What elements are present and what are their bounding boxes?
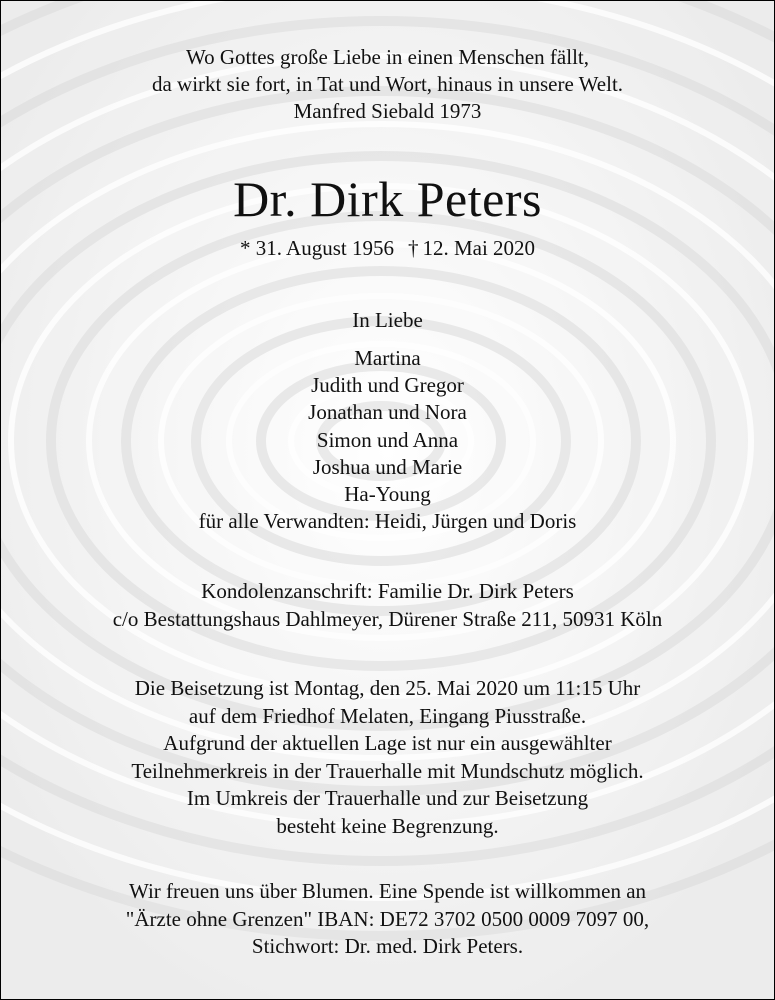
funeral-line: auf dem Friedhof Melaten, Eingang Piusstraße. [188,703,587,728]
condolence-address [1,578,774,633]
mourners-list [1,345,774,535]
condolence-line: Kondolenzanschrift: Familie Dr. Dirk Peters [201,579,574,603]
donation-line: Stichwort: Dr. med. Dirk Peters. [251,934,524,958]
donation-notice [1,878,774,961]
condolence-line: c/o Bestattungshaus Dahlmeyer, Dürener Straße 211, 50931 Köln [112,606,663,631]
mourners-intro: In Liebe [352,308,423,332]
funeral-line: Die Beisetzung ist Montag, den 25. Mai 2020 um 11:15 Uhr [134,676,641,700]
donation-line: Wir freuen uns über Blumen. Eine Spende ist willkommen an [128,879,647,903]
obituary-text [1,1,774,999]
death-date: 12. Mai 2020 [422,236,536,260]
donation-line: "Ärzte ohne Grenzen" IBAN: DE72 3702 0500 0009 7097 00, [125,906,650,931]
funeral-notice [1,675,774,840]
life-dates [1,234,774,262]
mourner-name: Judith und Gregor [311,373,464,398]
quote-line: da wirkt sie fort, in Tat und Wort, hinaus in unsere Welt. [151,72,624,96]
birth-date: * 31. August 1956 [239,236,394,260]
quote-line: Wo Gottes große Liebe in einen Menschen fällt, [185,45,590,69]
mourner-name: Simon und Anna [316,427,459,452]
mourner-name: Ha-Young [344,482,431,507]
mourner-name: Martina [354,346,421,370]
funeral-line: besteht keine Begrenzung. [276,813,499,838]
cross-icon: † [407,236,419,260]
mourner-name: für alle Verwandten: Heidi, Jürgen und Doris [198,509,577,534]
funeral-line: Teilnehmerkreis in der Trauerhalle mit Mundschutz möglich. [131,758,644,783]
mourner-name: Jonathan und Nora [308,400,467,425]
quote-author: Manfred Siebald 1973 [293,99,482,123]
mourner-name: Joshua und Marie [312,454,463,479]
funeral-line: Aufgrund der aktuellen Lage ist nur ein ausgewählter [163,731,612,755]
deceased-name: Dr. Dirk Peters [233,171,542,227]
opening-quote [1,44,774,125]
funeral-line: Im Umkreis der Trauerhalle und zur Beisetzung [186,786,589,810]
